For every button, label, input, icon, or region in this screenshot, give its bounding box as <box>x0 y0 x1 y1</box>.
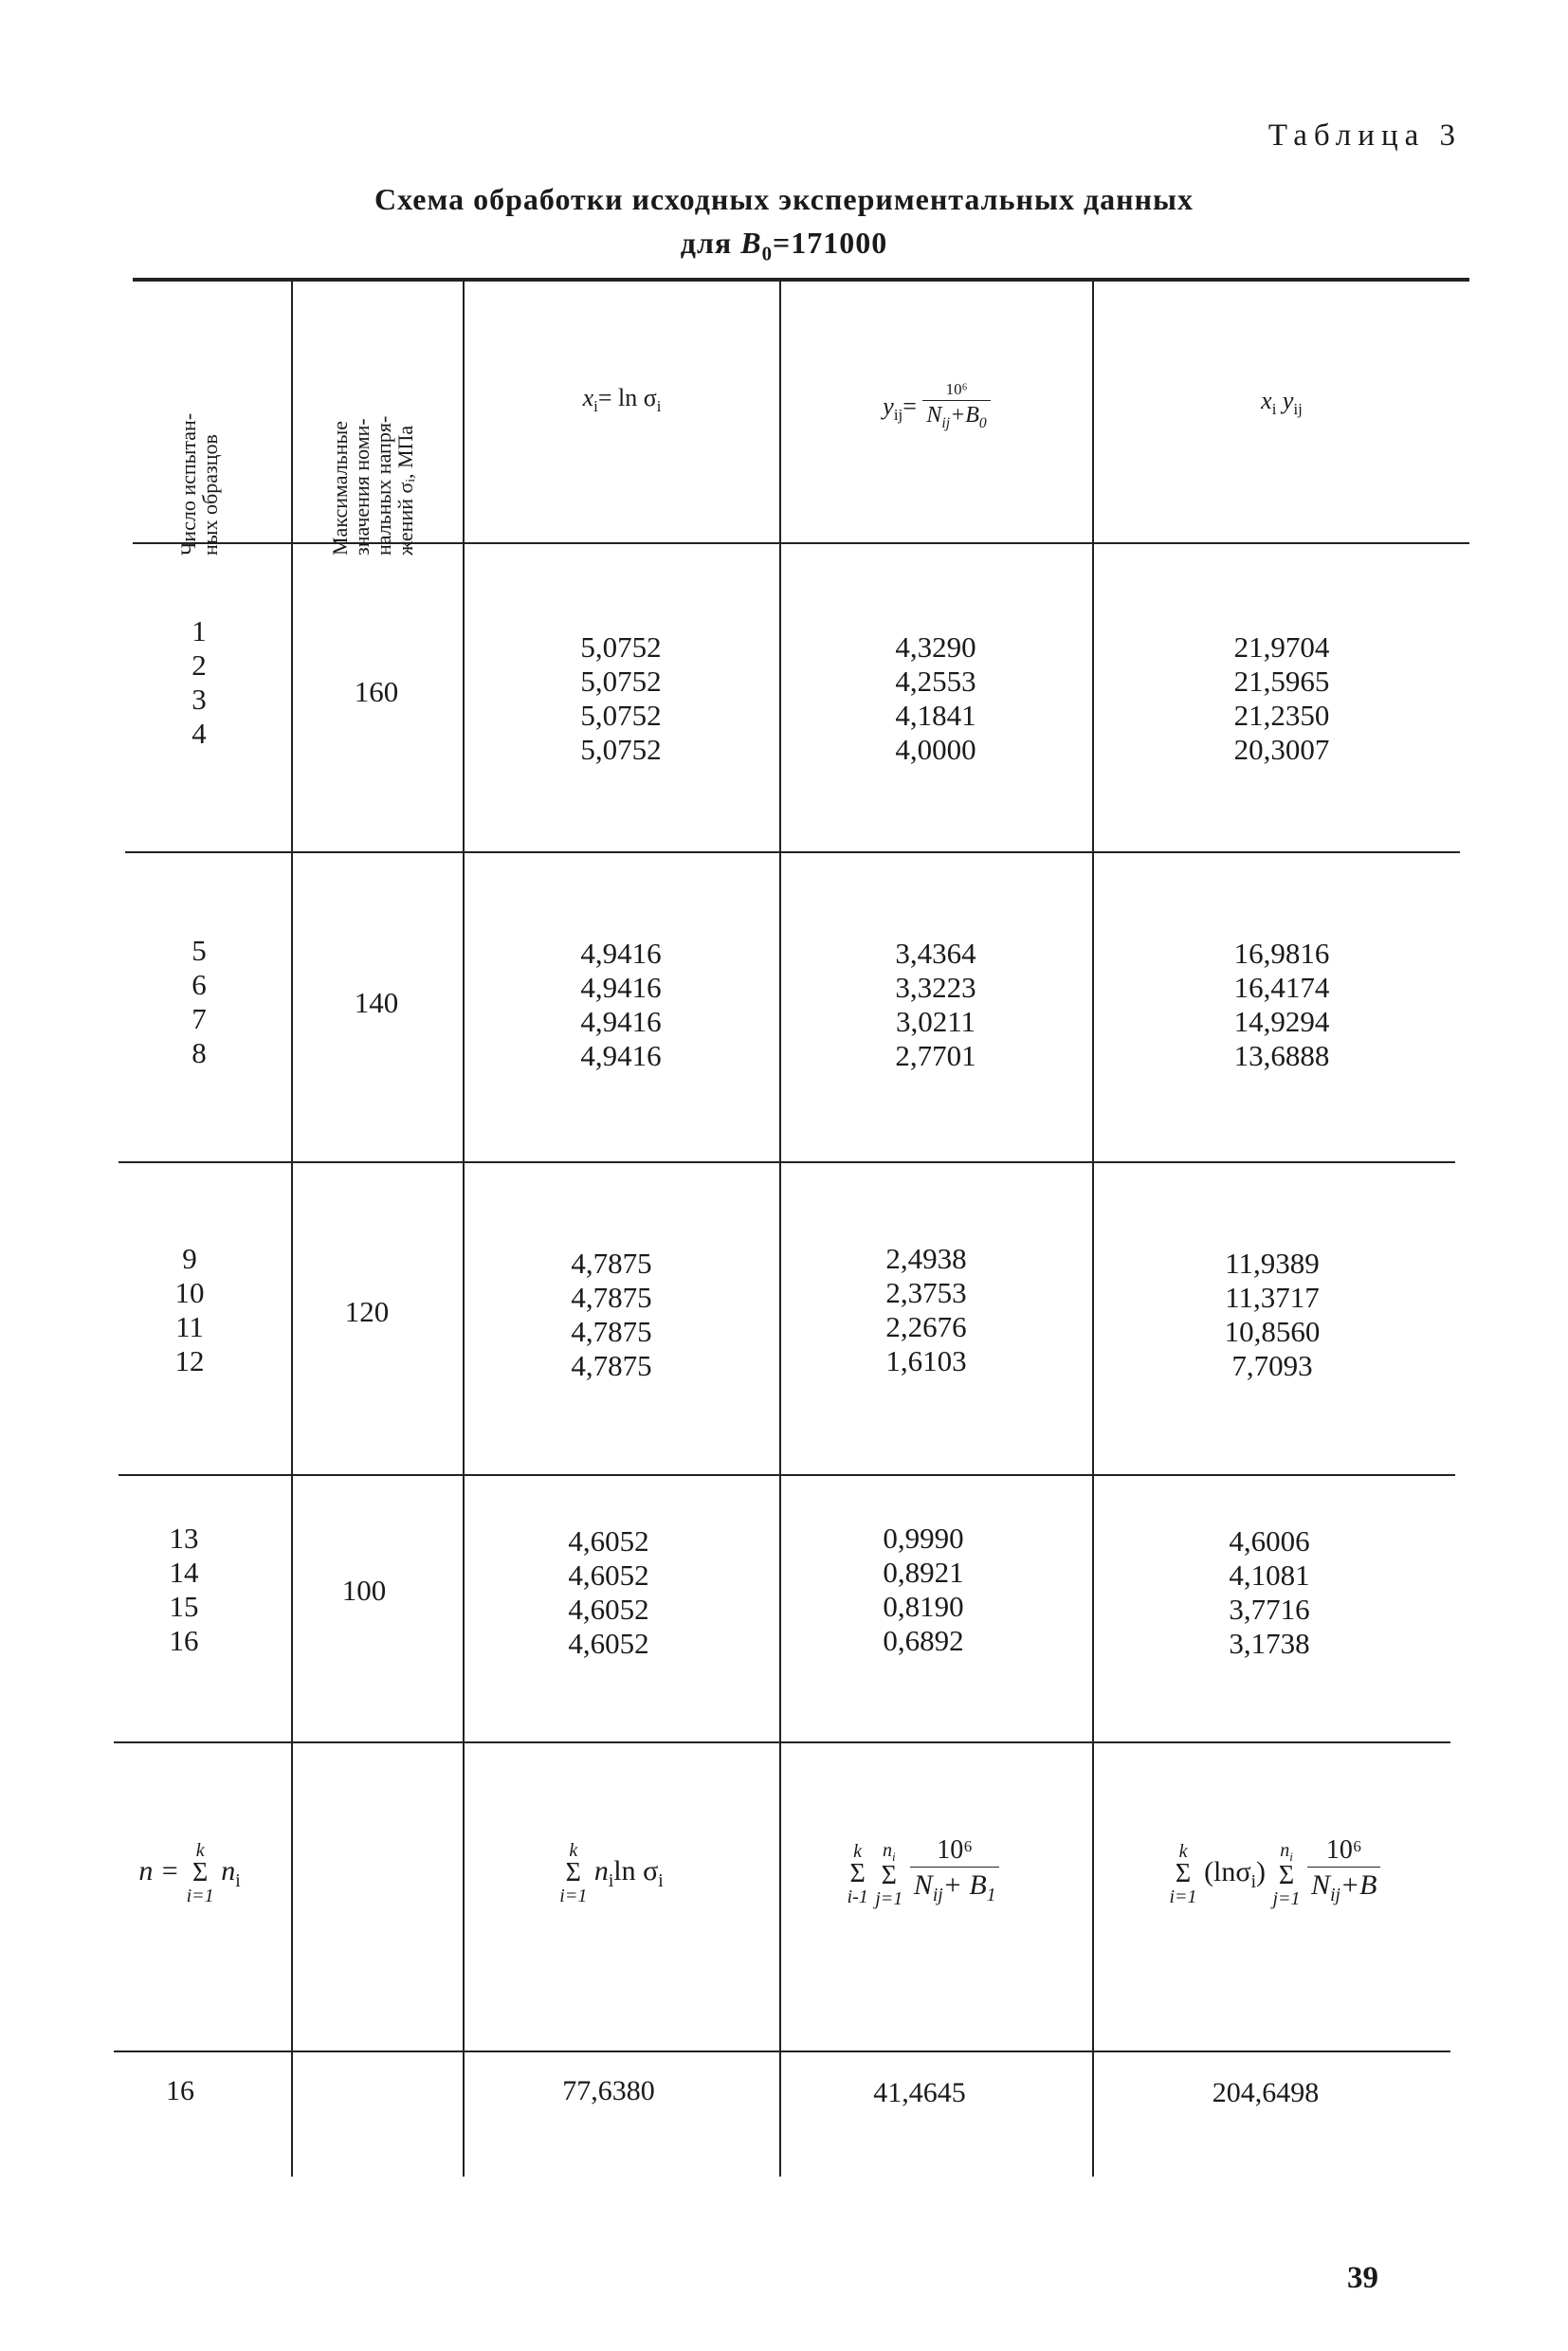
sigma-glyph: Σ <box>849 1859 866 1888</box>
xy-value: 11,3717 <box>1225 1281 1320 1314</box>
den-sub: ij <box>1330 1886 1340 1905</box>
sample-number: 16 <box>169 1624 199 1657</box>
group-1-y <box>779 630 1092 767</box>
header-xy-a: x <box>1261 387 1272 414</box>
y-value: 2,4938 <box>885 1242 967 1275</box>
fraction-numerator: 10⁶ <box>1307 1834 1380 1868</box>
group-divider <box>125 851 1460 853</box>
group-1-x <box>463 630 779 767</box>
sigma-glyph: Σ <box>565 1858 581 1887</box>
sample-number: 13 <box>169 1522 199 1555</box>
total-n: 16 <box>166 2075 194 2106</box>
group-4-samples <box>118 1522 250 1658</box>
group-divider <box>119 1474 1455 1476</box>
y-value: 3,0211 <box>895 1005 976 1038</box>
formula-mid-sub: i <box>1250 1871 1256 1892</box>
xy-value: 3,7716 <box>1229 1593 1310 1626</box>
header-xy <box>1094 387 1469 419</box>
sample-number: 5 <box>191 934 207 967</box>
formula-y-sum <box>766 1834 1081 1914</box>
sum-top: k <box>1178 1841 1188 1862</box>
xy-value: 4,6006 <box>1229 1524 1310 1558</box>
header-y-fraction <box>922 379 990 438</box>
header-y-numerator: 10⁶ <box>922 379 990 401</box>
den-var: N <box>926 403 942 428</box>
sample-number: 1 <box>191 614 207 647</box>
sample-number: 14 <box>169 1556 199 1589</box>
subtitle-value: =171000 <box>772 226 888 260</box>
group-2-stress: 140 <box>354 986 399 1019</box>
den-rest: +B <box>1340 1869 1377 1901</box>
group-2-samples <box>133 934 265 1070</box>
y-value: 4,2553 <box>895 665 976 698</box>
header-xy-b: y <box>1282 387 1294 414</box>
x-value: 4,6052 <box>568 1627 649 1660</box>
header-y <box>781 379 1092 438</box>
den-sub: ij <box>932 1886 943 1905</box>
xy-value: 7,7093 <box>1231 1349 1313 1382</box>
header-x-sub: i <box>593 397 598 416</box>
group-3-y <box>770 1242 1083 1378</box>
formula-term: n <box>593 1854 609 1886</box>
header-stress-text: Максимальные значения номи- нальных напря- жений σᵢ, МПа <box>328 415 417 556</box>
y-value: 0,9990 <box>883 1522 964 1555</box>
formula-n-term: n <box>221 1854 236 1886</box>
formula-mid: (lnσ <box>1204 1855 1251 1887</box>
header-y-denominator <box>922 401 990 438</box>
x-value: 4,9416 <box>580 937 662 970</box>
header-stress <box>329 271 420 556</box>
sum-top-var: n <box>1280 1839 1290 1861</box>
subtitle-sub: 0 <box>761 243 773 265</box>
xy-value: 14,9294 <box>1233 1005 1330 1038</box>
x-value: 4,9416 <box>580 1039 662 1072</box>
table-label: Таблица 3 <box>1267 118 1462 153</box>
x-value: 5,0752 <box>580 699 662 732</box>
total-xy: 204,6498 <box>1212 2077 1320 2108</box>
sum-operator <box>1272 1841 1300 1908</box>
table-title: Схема обработки исходных экспериментальных данных <box>374 182 1194 216</box>
sum-operator <box>848 1842 868 1906</box>
sum-bottom: j=1 <box>875 1887 903 1909</box>
xy-value: 13,6888 <box>1233 1039 1330 1072</box>
y-value: 4,3290 <box>895 630 976 664</box>
y-value: 2,2676 <box>885 1310 967 1343</box>
sigma-glyph: Σ <box>1278 1860 1295 1890</box>
sum-top <box>1272 1841 1300 1863</box>
den-rest: +B <box>950 403 979 428</box>
group-1-stress: 160 <box>354 675 399 708</box>
header-sample-count-text: Число испытан- ных образцов <box>176 412 222 556</box>
group-3-xy <box>1083 1247 1462 1383</box>
sum-top: k <box>195 1840 205 1861</box>
group-3-x <box>453 1247 770 1383</box>
group-1-samples <box>133 614 265 751</box>
formula-x-sum <box>453 1841 770 1905</box>
group-3-stress: 120 <box>344 1295 390 1328</box>
den-rest-sub: 1 <box>986 1886 996 1905</box>
sum-top: k <box>853 1841 863 1862</box>
sum-top-var: n <box>882 1839 892 1861</box>
den-rest: + B <box>942 1869 987 1901</box>
y-value: 0,8921 <box>883 1556 964 1589</box>
sum-top-sub: i <box>1289 1849 1293 1864</box>
sum-bottom: i-1 <box>847 1886 868 1907</box>
formula-n-lhs: n = <box>138 1854 180 1886</box>
sample-number: 11 <box>175 1310 204 1343</box>
header-y-var: y <box>883 392 894 420</box>
subtitle-prefix: для <box>680 226 741 260</box>
sample-number: 9 <box>182 1242 197 1275</box>
header-x-var: x <box>582 384 594 411</box>
xy-value: 21,9704 <box>1233 630 1330 664</box>
sum-bottom: i=1 <box>1169 1886 1197 1907</box>
formula-fraction <box>910 1834 1000 1914</box>
subtitle-var: B <box>740 226 762 260</box>
xy-value: 3,1738 <box>1229 1627 1310 1660</box>
xy-value: 16,4174 <box>1233 971 1330 1004</box>
header-x-eq: = ln σ <box>597 384 657 411</box>
group-4-x <box>450 1524 767 1661</box>
header-x-eq-sub: i <box>656 397 662 416</box>
xy-value: 11,9389 <box>1225 1247 1320 1280</box>
sum-top: k <box>569 1840 578 1861</box>
formula-n <box>95 1841 284 1905</box>
y-value: 2,3753 <box>885 1276 967 1309</box>
group-2-x <box>463 937 779 1073</box>
group-1-xy <box>1092 630 1471 767</box>
sum-operator <box>1170 1842 1197 1906</box>
x-value: 4,7875 <box>571 1315 652 1348</box>
sample-number: 2 <box>191 648 207 682</box>
formula-term-sub: i <box>608 1870 614 1891</box>
formula-xy-sum <box>1081 1834 1469 1914</box>
group-3-samples <box>123 1242 256 1378</box>
x-value: 4,7875 <box>571 1247 652 1280</box>
xy-value: 10,8560 <box>1224 1315 1321 1348</box>
x-value: 4,6052 <box>568 1593 649 1626</box>
y-value: 4,1841 <box>895 699 976 732</box>
header-x <box>465 384 779 416</box>
sample-number: 12 <box>174 1344 205 1377</box>
den-sub: ij <box>941 414 951 431</box>
header-xy-a-sub: i <box>1271 400 1277 419</box>
group-4-y <box>767 1522 1080 1658</box>
total-x: 77,6380 <box>562 2075 655 2106</box>
xy-value: 4,1081 <box>1229 1558 1310 1592</box>
formula-fraction <box>1307 1834 1380 1914</box>
formula-rest-sub: i <box>658 1870 664 1891</box>
formula-bottom-rule <box>114 2050 1450 2052</box>
sample-number: 7 <box>191 1002 207 1035</box>
fraction-denominator <box>1307 1868 1380 1914</box>
sum-bottom: i=1 <box>186 1886 214 1906</box>
formula-rest: ln σ <box>613 1854 659 1886</box>
sum-bottom: i=1 <box>559 1886 588 1906</box>
table-subtitle <box>0 226 1568 265</box>
x-value: 5,0752 <box>580 733 662 766</box>
sum-top <box>875 1841 903 1863</box>
den-rest-sub: 0 <box>978 414 987 431</box>
sigma-glyph: Σ <box>881 1860 897 1890</box>
y-value: 2,7701 <box>895 1039 976 1072</box>
sample-number: 10 <box>174 1276 205 1309</box>
x-value: 4,7875 <box>571 1281 652 1314</box>
sample-number: 4 <box>191 717 207 750</box>
sum-operator <box>875 1841 903 1908</box>
sum-operator <box>559 1841 587 1905</box>
xy-value: 21,2350 <box>1233 699 1330 732</box>
sum-top-sub: i <box>891 1849 896 1864</box>
group-4-xy <box>1080 1524 1459 1661</box>
fraction-numerator: 10⁶ <box>910 1834 1000 1868</box>
sample-number: 15 <box>169 1590 199 1623</box>
xy-value: 16,9816 <box>1233 937 1330 970</box>
y-value: 0,6892 <box>883 1624 964 1657</box>
x-value: 5,0752 <box>580 665 662 698</box>
sum-bottom: j=1 <box>1272 1887 1301 1909</box>
xy-value: 20,3007 <box>1233 733 1330 766</box>
x-value: 4,6052 <box>568 1524 649 1558</box>
y-value: 3,3223 <box>895 971 976 1004</box>
page-number: 39 <box>1347 2261 1378 2295</box>
formula-n-term-sub: i <box>235 1870 241 1891</box>
header-y-sub: ij <box>893 406 903 425</box>
column-divider <box>291 281 293 2177</box>
x-value: 4,9416 <box>580 971 662 1004</box>
y-value: 3,4364 <box>895 937 976 970</box>
sigma-glyph: Σ <box>192 1858 209 1887</box>
header-xy-b-sub: ij <box>1293 400 1303 419</box>
y-value: 4,0000 <box>895 733 976 766</box>
den-var: N <box>1311 1869 1331 1901</box>
group-2-xy <box>1092 937 1471 1073</box>
total-y: 41,4645 <box>873 2077 966 2108</box>
x-value: 4,7875 <box>571 1349 652 1382</box>
group-divider <box>119 1161 1455 1163</box>
x-value: 5,0752 <box>580 630 662 664</box>
x-value: 4,6052 <box>568 1558 649 1592</box>
group-divider <box>114 1741 1450 1743</box>
group-4-stress: 100 <box>341 1574 387 1607</box>
xy-value: 21,5965 <box>1233 665 1330 698</box>
sample-number: 6 <box>191 968 207 1001</box>
x-value: 4,9416 <box>580 1005 662 1038</box>
y-value: 1,6103 <box>885 1344 967 1377</box>
header-y-eq: = <box>903 392 917 420</box>
header-sample-count <box>177 271 225 556</box>
fraction-denominator <box>910 1868 1000 1914</box>
group-2-y <box>779 937 1092 1073</box>
sum-operator <box>187 1841 214 1905</box>
sample-number: 3 <box>191 683 207 716</box>
sample-number: 8 <box>191 1036 207 1069</box>
sigma-glyph: Σ <box>1175 1859 1192 1888</box>
y-value: 0,8190 <box>883 1590 964 1623</box>
formula-mid-end: ) <box>1255 1855 1266 1887</box>
den-var: N <box>913 1869 933 1901</box>
